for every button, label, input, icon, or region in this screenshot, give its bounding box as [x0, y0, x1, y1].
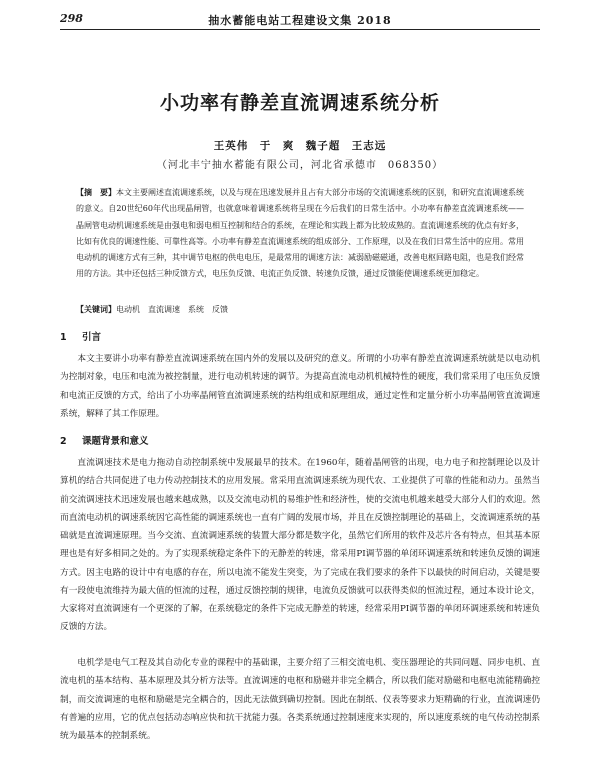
body-paragraph: 本文主要讲小功率有静差直流调速系统在国内外的发展以及研究的意义。所谓的小功率有静差直流调速系统就是以电动机为控制对象，电压和电流为被控制量，进行电动机转速的调节。为提高直流电动机机械特性的硬度，我们常采用了电压负反馈和电流正反馈的方式，给出了小功率晶闸管直流调速系统的结构组成和原理组成，通过定性和定量分析小功率晶闸管直流调速系统，解释了其工作原理。 — [60, 354, 540, 419]
author-list: 王英伟 于 爽 魏子超 王志远 — [213, 140, 387, 152]
series-title: 抽水蓄能电站工程建设文集 2018 — [208, 14, 392, 27]
affiliation: （河北丰宁抽水蓄能有限公司，河北省承德市 068350） — [156, 160, 444, 171]
abstract-text: 本文主要阐述直流调速系统，以及与现在迅速发展并且占有大部分市场的交流调速系统的区别，和研究直流调速系统的意义。自20世纪60年代出现晶闸管，也就意味着调速系统将呈现在今后我们的日常生活中。小功率有静差直流调速系统——晶闸管电动机调速系统是由强电和弱电相互控制和结合的系统，在理论和实践上都为比较成熟的。直流调速系统的优点有好多，比如有优良的调速性能、可靠性高等。小功率有静差直流调速系统的组成部分、工作原理，以及在我们日常生活中的应用。常用电动机的调速方式有三种，其中调节电枢的供电电压，是最常用的调速方法：减弱励磁磁通，改善电枢回路电阻，也是我们经常用的方法。其中还包括三种反馈方式，电压负反馈、电流正负反馈、转速负反馈，通过反馈能使调速系统更加稳定。 — [76, 188, 524, 279]
page-number: 298 — [60, 12, 83, 25]
running-header — [60, 12, 540, 30]
abstract — [76, 184, 524, 283]
header-rule — [60, 29, 540, 30]
body-paragraph: 电机学是电气工程及其自动化专业的课程中的基础课，主要介绍了三相交流电机、变压器理论的共同问题、同步电机、直流电机的基本结构、基本原理及其分析方法等。直流调速的电枢和励磁并非完全耦合，所以我们能对励磁和电枢电流能精确控制，而交流调速的电枢和励磁是完全耦合的，因此无法做到确切控制。因此在制纸、仪表等要求力矩精确的行业，直流调速仍有普遍的应用，它的优点包括动态响应快和抗干扰能力强。各类系统通过控制速度来实现的，所以速度系统的电气传动控制系统为最基本的控制系统。 — [60, 658, 540, 741]
keywords — [76, 304, 524, 315]
section-number: 1 — [60, 332, 67, 343]
article-title: 小功率有静差直流调速系统分析 — [159, 92, 440, 114]
section-heading — [60, 433, 149, 447]
section-title: 引言 — [82, 332, 102, 343]
keywords-text: 电动机 直流调速 系统 反馈 — [116, 305, 228, 314]
keywords-label: 【关键词】 — [76, 304, 116, 314]
section-heading — [60, 329, 101, 343]
abstract-label: 【摘 要】 — [76, 187, 116, 197]
section-number: 2 — [60, 436, 67, 447]
body-paragraph: 直流调速技术是电力拖动自动控制系统中发展最早的技术。在1960年，随着晶闸管的出现，电力电子和控制理论以及计算机的结合共同促进了电力传动控制技术的应用发展。常采用直流调速系统为现代农、工业提供了可靠的性能和动力。虽然当前交流调速技术迅速发展也越来越成熟，以及交流电动机的易维护性和经济性，使的交流电机越来越受大部分人们的欢迎。然而直流电动机的调速系统因它高性能的调速系统也一直有广阔的发展市场，并且在反馈控制理论的基础上，交流调速系统的基础就是直流调速原理。当今交流、直流调速系统的装置大部分都是数字化，虽然它们所用的软件及芯片各有特点，但其基本原理也是有好多相同之处的。为了实现系统稳定条件下的无静差的转速，常采用PI调节器的单闭环调速系统和转速负反馈的调速方式。因主电路的设计中有电感的存在，所以电流不能发生突变，为了完成在我们要求的条件下以最快的时间启动，关键是要有一段使电流维持为最大值的恒流的过程，通过反馈控制的规律，电流负反馈就可以获得类似的恒流过程，通过本设计论文，大家将对直流调速有一个更深的了解，在系统稳定的条件下完成无静差的转速，经常采用PI调节器的单闭环调速系统和转速负反馈的方法。 — [60, 458, 540, 633]
section-title: 课题背景和意义 — [82, 436, 149, 447]
